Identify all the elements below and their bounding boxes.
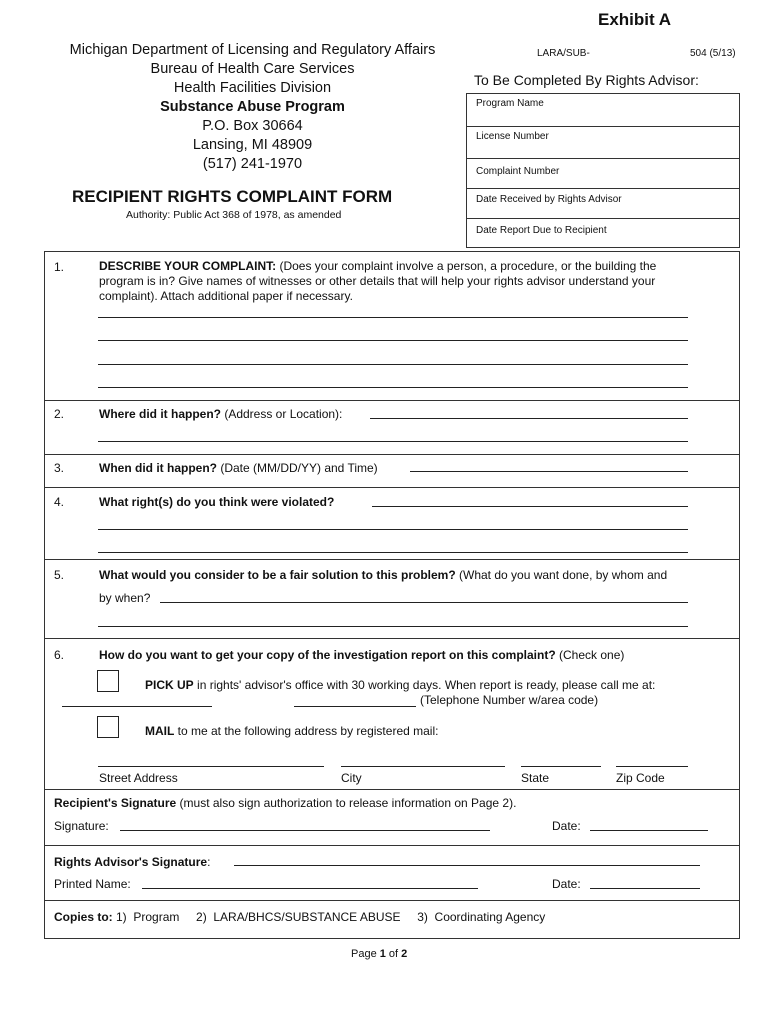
q2-number: 2. — [54, 407, 65, 421]
advisor-signature-line[interactable] — [234, 865, 700, 866]
page-current: 1 — [379, 948, 386, 960]
advisor-field-date-received[interactable]: Date Received by Rights Advisor — [476, 194, 622, 205]
q2-question — [99, 407, 342, 421]
advisor-date-label: Date: — [552, 877, 581, 891]
page-total: 2 — [401, 948, 408, 960]
phone-line-1[interactable] — [62, 706, 212, 707]
q1-answer-line-2[interactable] — [98, 340, 688, 341]
agency-line-4: Substance Abuse Program — [160, 99, 345, 115]
pickup-text: in rights' advisor's office with 30 working days. When report is ready, please call me at: — [193, 678, 656, 692]
phone-label: (Telephone Number w/area code) — [420, 693, 599, 707]
recipient-date-line[interactable] — [590, 830, 708, 831]
copies-bold: Copies to: — [54, 910, 113, 924]
advisor-sig-bold: Rights Advisor's Signature — [54, 855, 208, 869]
q1-text-1: (Does your complaint involve a person, a procedure, or the building the — [276, 259, 657, 273]
street-label: Street Address — [99, 771, 178, 785]
q3-question — [99, 461, 378, 475]
agency-line-1: Michigan Department of Licensing and Regulatory Affairs — [69, 42, 436, 58]
q1-number: 1. — [54, 260, 65, 274]
recipient-signature-label: Signature: — [54, 819, 109, 833]
q4-question: What right(s) do you think were violated? — [99, 495, 335, 509]
q1-answer-line-3[interactable] — [98, 364, 688, 365]
agency-line-7: (517) 241-1970 — [202, 156, 303, 172]
page-number — [351, 948, 407, 960]
zip-label: Zip Code — [616, 771, 665, 785]
q5-question — [99, 568, 667, 582]
q1-answer-line-1[interactable] — [98, 317, 688, 318]
advisor-field-date-due[interactable]: Date Report Due to Recipient — [476, 225, 607, 236]
q5-answer-line-2[interactable] — [98, 626, 688, 627]
advisor-header: To Be Completed By Rights Advisor: — [474, 72, 699, 88]
pickup-option — [145, 678, 655, 692]
state-line[interactable] — [521, 766, 601, 767]
q1-text-2: program is in? Give names of witnesses or other details that will help your rights advisor understand your — [99, 274, 656, 288]
pickup-checkbox[interactable] — [97, 670, 119, 692]
form-code: LARA/SUB- — [537, 48, 590, 59]
recipient-date-label: Date: — [552, 819, 581, 833]
recipient-signature-heading — [54, 796, 516, 810]
q2-bold: Where did it happen? — [99, 407, 221, 421]
q4-number: 4. — [54, 495, 65, 509]
printed-name-label: Printed Name: — [54, 877, 131, 891]
pickup-bold: PICK UP — [145, 678, 194, 692]
advisor-date-line[interactable] — [590, 888, 700, 889]
q5-text: (What do you want done, by whom and — [455, 568, 668, 582]
mail-option — [145, 724, 438, 738]
q1-question — [99, 259, 699, 304]
q2-text: (Address or Location): — [221, 407, 343, 421]
mail-text: to me at the following address by registered mail: — [174, 724, 439, 738]
mail-bold: MAIL — [145, 724, 175, 738]
q4-answer-line-2[interactable] — [98, 529, 688, 530]
recipient-sig-text: (must also sign authorization to release information on Page 2). — [176, 796, 517, 810]
advisor-box — [466, 93, 740, 248]
form-title: RECIPIENT RIGHTS COMPLAINT FORM — [72, 187, 393, 206]
q1-bold: DESCRIBE YOUR COMPLAINT: — [99, 259, 277, 273]
q6-question — [99, 648, 624, 662]
advisor-field-complaint-number[interactable]: Complaint Number — [476, 166, 560, 177]
printed-name-line[interactable] — [142, 888, 478, 889]
recipient-signature-line[interactable] — [120, 830, 490, 831]
q1-text-3: complaint). Attach additional paper if necessary. — [99, 289, 353, 303]
q3-number: 3. — [54, 461, 65, 475]
mail-checkbox[interactable] — [97, 716, 119, 738]
agency-line-5: P.O. Box 30664 — [202, 118, 303, 134]
agency-line-6: Lansing, MI 48909 — [192, 137, 313, 153]
q2-answer-line-1[interactable] — [370, 418, 688, 419]
q2-answer-line-2[interactable] — [98, 441, 688, 442]
city-line[interactable] — [341, 766, 505, 767]
q3-text: (Date (MM/DD/YY) and Time) — [216, 461, 378, 475]
agency-block — [40, 41, 465, 174]
street-line[interactable] — [98, 766, 324, 767]
advisor-sig-colon: : — [207, 855, 211, 869]
advisor-field-license-number[interactable]: License Number — [476, 131, 549, 142]
agency-line-2: Bureau of Health Care Services — [150, 61, 355, 77]
q3-answer-line[interactable] — [410, 471, 688, 472]
q5-text-2: by when? — [99, 591, 151, 605]
state-label: State — [521, 771, 550, 785]
authority-note: Authority: Public Act 368 of 1978, as amended — [126, 209, 342, 221]
advisor-signature-heading — [54, 855, 210, 869]
copies-row — [54, 910, 545, 924]
page-mid: of — [385, 948, 402, 960]
page-prefix: Page — [351, 948, 380, 960]
q6-bold: How do you want to get your copy of the investigation report on this complaint? — [99, 648, 556, 662]
agency-line-3: Health Facilities Division — [173, 80, 332, 96]
q6-number: 6. — [54, 648, 65, 662]
q5-bold: What would you consider to be a fair solution to this problem? — [99, 568, 456, 582]
zip-line[interactable] — [616, 766, 688, 767]
copies-text: 1) Program 2) LARA/BHCS/SUBSTANCE ABUSE 3) Coordinating Agency — [112, 910, 546, 924]
recipient-sig-bold: Recipient's Signature — [54, 796, 177, 810]
advisor-field-program-name[interactable]: Program Name — [476, 98, 544, 109]
q4-answer-line-1[interactable] — [372, 506, 688, 507]
q5-number: 5. — [54, 568, 65, 582]
form-number: 504 (5/13) — [690, 48, 736, 59]
q1-answer-line-4[interactable] — [98, 387, 688, 388]
q3-bold: When did it happen? — [99, 461, 217, 475]
phone-line-2[interactable] — [294, 706, 416, 707]
exhibit-label: Exhibit A — [598, 10, 672, 29]
q4-answer-line-3[interactable] — [98, 552, 688, 553]
q5-answer-line-1[interactable] — [160, 602, 688, 603]
q6-text: (Check one) — [555, 648, 625, 662]
city-label: City — [341, 771, 362, 785]
